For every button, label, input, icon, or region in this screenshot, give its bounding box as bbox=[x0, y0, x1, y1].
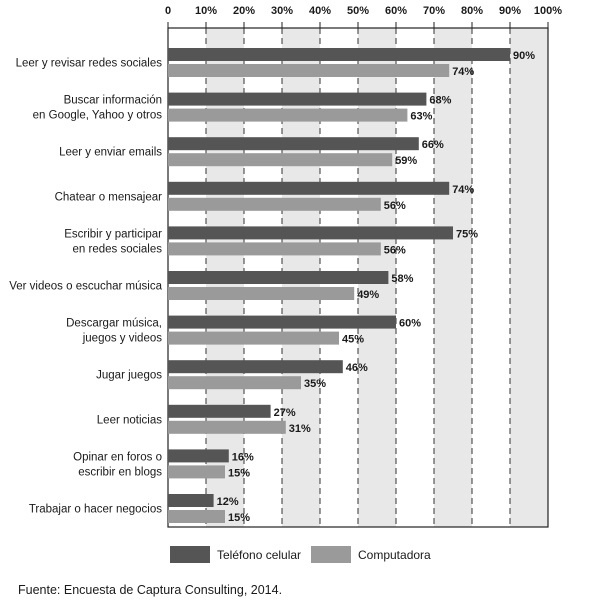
value-label: 16% bbox=[231, 451, 254, 464]
value-label: 45% bbox=[342, 333, 365, 346]
value-label: 15% bbox=[228, 467, 251, 480]
value-label: 56% bbox=[383, 199, 406, 212]
value-label: 75% bbox=[456, 228, 479, 241]
tick-label-30: 30% bbox=[270, 5, 294, 17]
category-label: Descargar música, bbox=[66, 317, 162, 330]
value-label: 31% bbox=[288, 422, 311, 435]
value-label: 35% bbox=[304, 378, 327, 391]
value-label: 58% bbox=[391, 273, 414, 285]
category-label: Leer noticias bbox=[96, 414, 162, 427]
legend-swatch bbox=[170, 546, 210, 563]
value-label: 15% bbox=[228, 512, 251, 524]
category-label: Trabajar o hacer negocios bbox=[28, 503, 162, 516]
tick-label-40: 40% bbox=[308, 5, 332, 17]
bar bbox=[168, 48, 510, 61]
category-label: Ver videos o escuchar música bbox=[9, 280, 162, 293]
band-90 bbox=[510, 28, 548, 527]
value-label: 49% bbox=[357, 289, 380, 301]
category-label: Opinar en foros o bbox=[73, 451, 162, 464]
category-label: juegos y videos bbox=[82, 332, 162, 345]
value-label: 60% bbox=[399, 317, 422, 330]
bar bbox=[168, 465, 225, 478]
category-label: Buscar información bbox=[63, 94, 162, 107]
bar bbox=[168, 510, 225, 523]
bar bbox=[168, 421, 286, 434]
value-label: 74% bbox=[452, 183, 475, 196]
bar bbox=[168, 449, 229, 462]
tick-label-90: 90% bbox=[498, 5, 522, 17]
category-label: Chatear o mensajear bbox=[54, 191, 162, 204]
value-label: 12% bbox=[216, 496, 239, 508]
category-label: Escribir y participar bbox=[64, 228, 162, 241]
value-label: 63% bbox=[410, 110, 433, 123]
tick-label-70: 70% bbox=[422, 5, 446, 17]
bar bbox=[168, 137, 419, 150]
category-label: Leer y revisar redes sociales bbox=[15, 57, 162, 70]
tick-label-50: 50% bbox=[346, 5, 370, 17]
tick-label-20: 20% bbox=[232, 5, 256, 17]
bar bbox=[168, 360, 343, 373]
value-label: 59% bbox=[395, 155, 418, 168]
bar bbox=[168, 271, 388, 284]
bar bbox=[168, 405, 271, 418]
category-label: en redes sociales bbox=[72, 243, 162, 256]
bar bbox=[168, 494, 214, 507]
value-label: 56% bbox=[383, 244, 406, 257]
legend-label: Computadora bbox=[358, 548, 431, 562]
legend-swatch bbox=[311, 546, 351, 563]
tick-label-10: 10% bbox=[194, 5, 218, 17]
tick-label-60: 60% bbox=[384, 5, 408, 17]
value-label: 46% bbox=[345, 362, 368, 375]
source-note: Fuente: Encuesta de Captura Consulting, 2014. bbox=[18, 583, 283, 597]
legend-label: Teléfono celular bbox=[217, 548, 302, 562]
tick-label-80: 80% bbox=[460, 5, 484, 17]
bar bbox=[168, 93, 426, 106]
category-label: en Google, Yahoo y otros bbox=[32, 109, 162, 122]
bar bbox=[168, 109, 407, 122]
legend bbox=[170, 546, 431, 563]
x-axis-ticks bbox=[165, 5, 562, 28]
bar bbox=[168, 64, 449, 77]
bar bbox=[168, 332, 339, 345]
value-label: 27% bbox=[273, 406, 296, 419]
value-label: 90% bbox=[513, 50, 536, 62]
category-label: Jugar juegos bbox=[96, 369, 162, 382]
category-label: escribir en blogs bbox=[78, 466, 162, 479]
bar bbox=[168, 153, 392, 166]
category-label: Leer y enviar emails bbox=[59, 146, 162, 159]
bar bbox=[168, 182, 449, 195]
category-labels bbox=[9, 58, 162, 516]
value-label: 74% bbox=[452, 66, 475, 78]
bar bbox=[168, 287, 354, 300]
bar bbox=[168, 198, 381, 211]
bar bbox=[168, 316, 396, 329]
value-label: 66% bbox=[421, 139, 444, 152]
tick-label-0: 0 bbox=[164, 5, 172, 17]
bar bbox=[168, 226, 453, 239]
tick-label-100: 100% bbox=[533, 5, 563, 17]
bar bbox=[168, 376, 301, 389]
bar bbox=[168, 242, 381, 255]
value-label: 68% bbox=[429, 94, 452, 107]
